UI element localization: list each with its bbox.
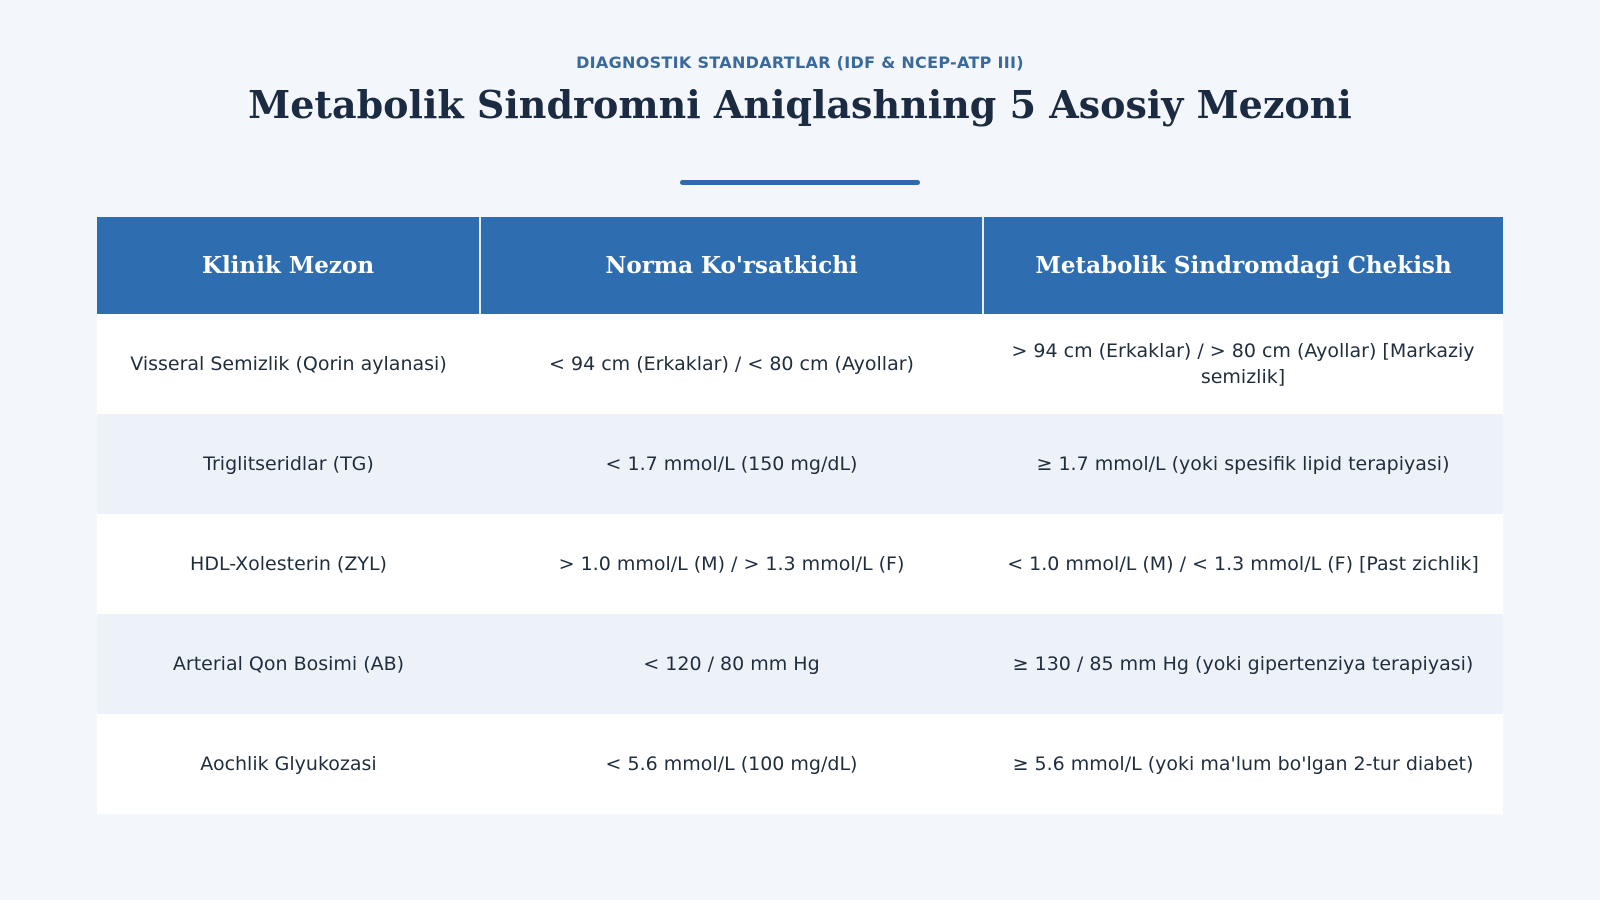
cell-deviation: > 94 cm (Erkaklar) / > 80 cm (Ayollar) [Markaziy semizlik]	[983, 314, 1503, 414]
column-header-deviation: Metabolik Sindromdagi Chekish	[983, 217, 1503, 314]
table-row	[97, 714, 1503, 814]
eyebrow-label: DIAGNOSTIK STANDARTLAR (IDF & NCEP-ATP III)	[576, 53, 1024, 72]
table-header-row	[97, 217, 1503, 314]
title-divider	[680, 180, 920, 185]
cell-criterion: Aochlik Glyukozasi	[97, 714, 480, 814]
cell-criterion: HDL-Xolesterin (ZYL)	[97, 514, 480, 614]
table-row	[97, 514, 1503, 614]
table-row	[97, 314, 1503, 414]
cell-normal: > 1.0 mmol/L (M) / > 1.3 mmol/L (F)	[480, 514, 983, 614]
cell-normal: < 1.7 mmol/L (150 mg/dL)	[480, 414, 983, 514]
cell-deviation: ≥ 130 / 85 mm Hg (yoki gipertenziya terapiyasi)	[983, 614, 1503, 714]
cell-deviation: ≥ 5.6 mmol/L (yoki ma'lum bo'lgan 2-tur diabet)	[983, 714, 1503, 814]
criteria-table	[97, 217, 1503, 814]
cell-criterion: Triglitseridlar (TG)	[97, 414, 480, 514]
page-title: Metabolik Sindromni Aniqlashning 5 Asosiy Mezoni	[248, 82, 1352, 127]
table-row	[97, 414, 1503, 514]
header	[0, 52, 1600, 130]
cell-normal: < 5.6 mmol/L (100 mg/dL)	[480, 714, 983, 814]
column-header-normal: Norma Ko'rsatkichi	[480, 217, 983, 314]
cell-deviation: < 1.0 mmol/L (M) / < 1.3 mmol/L (F) [Past zichlik]	[983, 514, 1503, 614]
cell-normal: < 120 / 80 mm Hg	[480, 614, 983, 714]
cell-criterion: Arterial Qon Bosimi (AB)	[97, 614, 480, 714]
criteria-table-container	[97, 217, 1503, 814]
cell-normal: < 94 cm (Erkaklar) / < 80 cm (Ayollar)	[480, 314, 983, 414]
table-row	[97, 614, 1503, 714]
cell-deviation: ≥ 1.7 mmol/L (yoki spesifik lipid terapiyasi)	[983, 414, 1503, 514]
cell-criterion: Visseral Semizlik (Qorin aylanasi)	[97, 314, 480, 414]
column-header-criterion: Klinik Mezon	[97, 217, 480, 314]
